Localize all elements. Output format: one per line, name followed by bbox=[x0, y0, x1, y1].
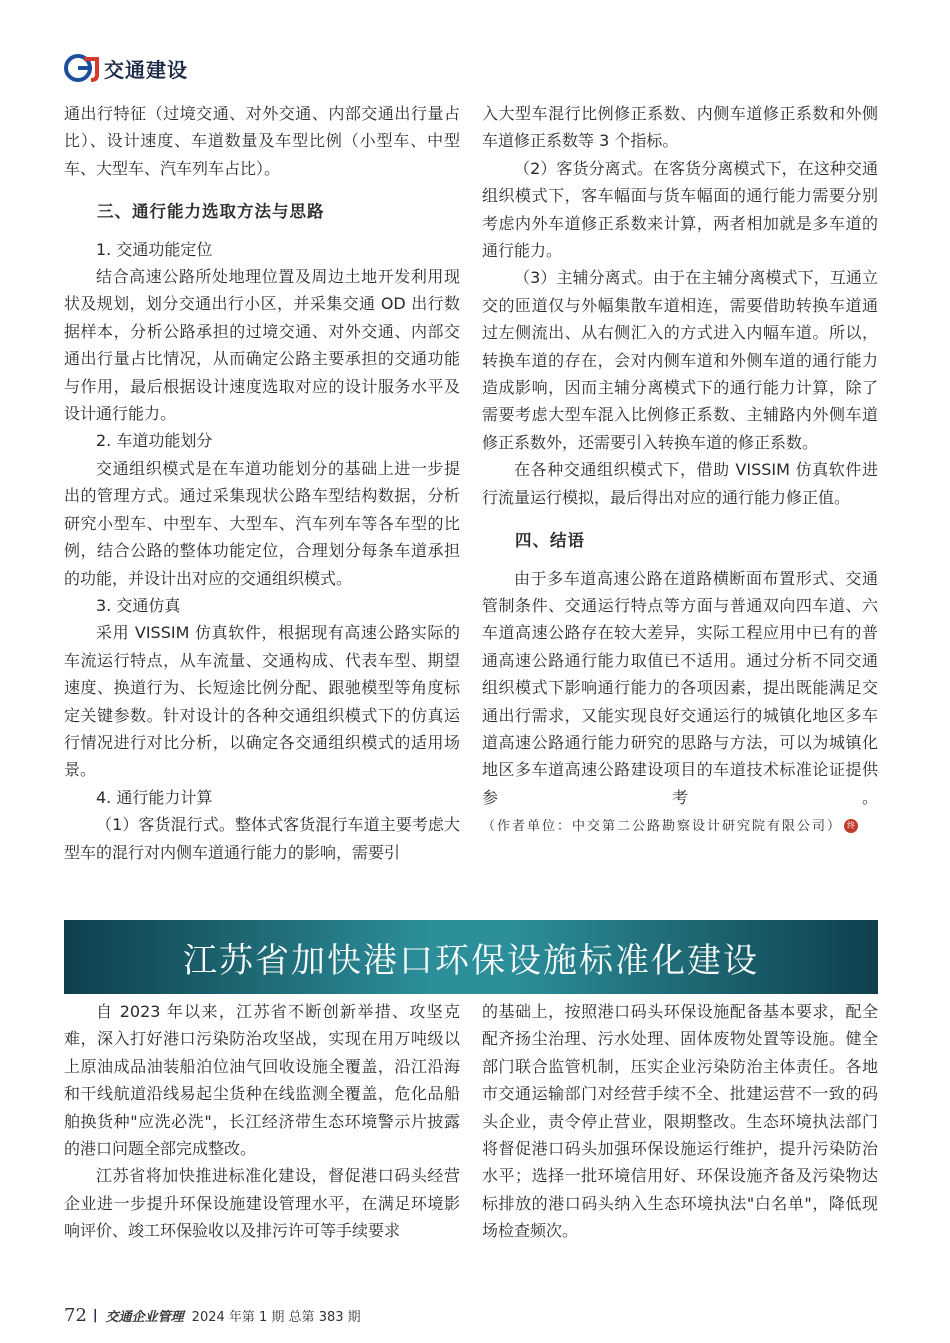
article-banner bbox=[64, 920, 878, 994]
paragraph: 结合高速公路所处地理位置及周边土地开发利用现状及规划，划分交通出行小区，并采集交通 OD 出行数据样本，分析公路承担的过境交通、对外交通、内部交通出行量占比情况，从而确定公路主要承担的交通功能与作用，最后根据设计速度选取对应的设计服务水平及设计通行能力。 bbox=[64, 267, 460, 424]
subheading: 3. 交通仿真 bbox=[96, 595, 181, 615]
paragraph: 的基础上，按照港口码头环保设施配备基本要求，配全配齐扬尘治理、污水处理、固体废物处置等设施。健全部门联合监管机制，压实企业污染防治主体责任。各地市交通运输部门对经营手续不全、批建运营不一致的码头企业，责令停止营业，限期整改。生态环境执法部门将督促港口码头加强环保设施运行维护，提升污染防治水平；选择一批环境信用好、环保设施齐备及污染物达标排放的港口码头纳入生态环境执法"白名单"，降低现场检查频次。 bbox=[482, 1002, 878, 1241]
article-title: 江苏省加快港口环保设施标准化建设 bbox=[183, 940, 759, 981]
conclusion-text: 由于多车道高速公路在道路横断面布置形式、交通管制条件、交通运行特点等方面与普通双向四车道、六车道高速公路存在较大差异，实际工程应用中已有的普通高速公路通行能力取值已不适用。通过分析不同交通组织模式下影响通行能力的各项因素，提出既能满足交通出行需求，又能实现良好交通运行的城镇化地区多车道高速公路通行能力研究的思路与方法，可以为城镇化地区多车道高速公路建设项目的车道技术标准论证提供参考。 bbox=[482, 568, 878, 807]
author-note: （作者单位：中交第二公路勘察设计研究院有限公司） bbox=[482, 819, 843, 835]
paragraph: 自 2023 年以来，江苏省不断创新举措、攻坚克难，深入打好港口污染防治攻坚战，实现在用万吨级以上原油成品油装船泊位油气回收设施全覆盖，沿江沿海和干线航道沿线易起尘货种在线监测全覆盖，危化品船舶换货种"应洗必洗"，长江经济带生态环境警示片披露的港口问题全部完成整改。 bbox=[64, 1002, 460, 1159]
page-header bbox=[64, 50, 188, 86]
subheading: 4. 通行能力计算 bbox=[96, 787, 213, 807]
issue-info: 2024 年第 1 期 总第 383 期 bbox=[191, 1310, 361, 1325]
left-column-bottom bbox=[64, 998, 460, 1245]
gj-logo-icon bbox=[64, 53, 100, 83]
subheading: 1. 交通功能定位 bbox=[96, 239, 213, 259]
paragraph: 在各种交通组织模式下，借助 VISSIM 仿真软件进行流量运行模拟，最后得出对应的通行能力修正值。 bbox=[482, 460, 878, 507]
section-title: 交通建设 bbox=[104, 57, 188, 82]
magazine-name: 交通企业管理 bbox=[105, 1310, 184, 1325]
paragraph: （1）客货混行式。整体式客货混行车道主要考虑大型车的混行对内侧车道通行能力的影响，需要引 bbox=[64, 815, 460, 862]
subheading: 2. 车道功能划分 bbox=[96, 431, 213, 451]
section-heading: 三、通行能力选取方法与思路 bbox=[97, 202, 325, 222]
paragraph: 江苏省将加快推进标准化建设，督促港口码头经营企业进一步提升环保设施建设管理水平，在满足环境影响评价、竣工环保验收以及排污许可等手续要求 bbox=[64, 1166, 460, 1241]
paragraph: （2）客货分离式。在客货分离模式下，在这种交通组织模式下，客车幅面与货车幅面的通行能力需要分别考虑内外车道修正系数来计算，两者相加就是多车道的通行能力。 bbox=[482, 158, 878, 261]
paragraph: 入大型车混行比例修正系数、内侧车道修正系数和外侧车道修正系数等 3 个指标。 bbox=[482, 104, 878, 151]
end-mark-icon: 终 bbox=[844, 819, 858, 833]
paragraph: 交通组织模式是在车道功能划分的基础上进一步提出的管理方式。通过采集现状公路车型结构数据，分析研究小型车、中型车、大型车、汽车列车等各车型的比例，结合公路的整体功能定位，合理划分每条车道承担的功能，并设计出对应的交通组织模式。 bbox=[64, 458, 460, 588]
footer-separator: | bbox=[92, 1308, 98, 1323]
right-column-top bbox=[482, 100, 878, 841]
page-number: 72 bbox=[64, 1305, 87, 1326]
left-column-top bbox=[64, 100, 460, 866]
paragraph: 通出行特征（过境交通、对外交通、内部交通出行量占比）、设计速度、车道数量及车型比例（小型车、中型车、大型车、汽车列车占比）。 bbox=[64, 104, 460, 178]
right-column-bottom bbox=[482, 998, 878, 1245]
page-footer bbox=[64, 1305, 361, 1326]
paragraph bbox=[482, 565, 878, 841]
paragraph: 采用 VISSIM 仿真软件，根据现有高速公路实际的车流运行特点，从车流量、交通构成、代表车型、期望速度、换道行为、长短途比例分配、跟驰模型等角度标定关键参数。针对设计的各种交通组织模式下的仿真运行情况进行对比分析，以确定各交通组织模式的适用场景。 bbox=[64, 623, 460, 780]
section-heading: 四、结语 bbox=[515, 531, 585, 551]
paragraph: （3）主辅分离式。由于在主辅分离模式下，互通立交的匝道仅与外幅集散车道相连，需要借助转换车道通过左侧流出、从右侧汇入的方式进入内幅车道。所以，转换车道的存在，会对内侧车道和外侧车道的通行能力造成影响，因而主辅分离模式下的通行能力计算，除了需要考虑大型车混入比例修正系数、主辅路内外侧车道修正系数外，还需要引入转换车道的修正系数。 bbox=[482, 268, 878, 452]
